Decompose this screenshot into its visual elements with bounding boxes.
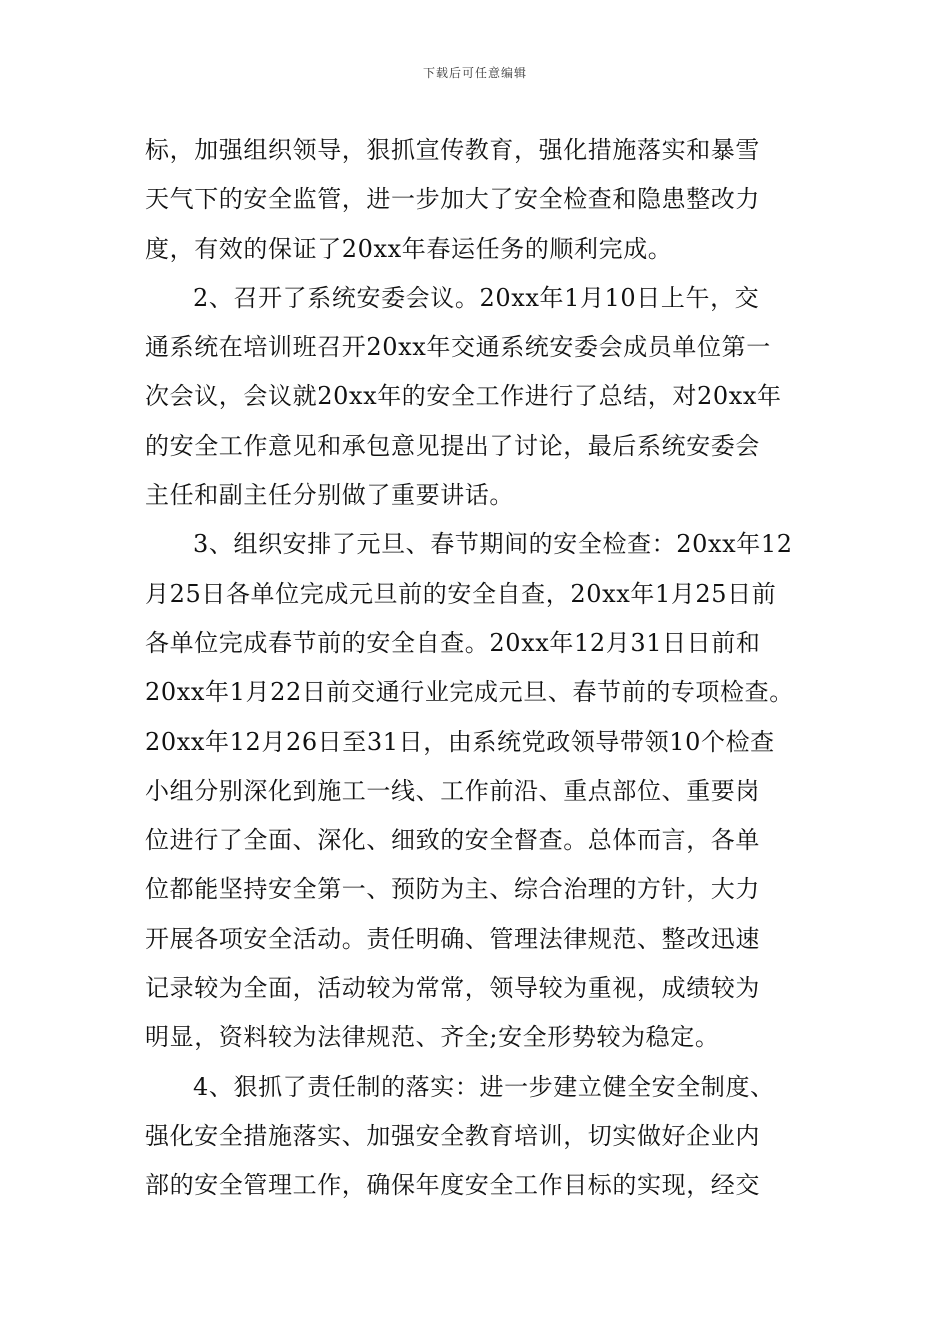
text-line: 明显，资料较为法律规范、齐全;安全形势较为稳定。 — [145, 1023, 720, 1052]
text-line: 天气下的安全监管，进一步加大了安全检查和隐患整改力 — [145, 185, 760, 214]
text-line: 各单位完成春节前的安全自查。20xx年12月31日日前和 — [145, 628, 761, 657]
page-header: 下载后可任意编辑 — [422, 66, 527, 80]
text-line: 2、召开了系统安委会议。20xx年1月10日上午，交 — [193, 283, 760, 312]
text-line: 标，加强组织领导，狠抓宣传教育，强化措施落实和暴雪 — [145, 136, 760, 164]
text-line: 次会议，会议就20xx年的安全工作进行了总结，对20xx年 — [145, 382, 782, 411]
text-line: 位进行了全面、深化、细致的安全督查。总体而言，各单 — [145, 826, 760, 855]
text-line: 3、组织安排了元旦、春节期间的安全检查：20xx年12 — [193, 530, 793, 559]
document-body — [145, 126, 810, 1211]
text-line: 度，有效的保证了20xx年春运任务的顺利完成。 — [145, 234, 673, 263]
text-line: 20xx年12月26日至31日，由系统党政领导带领10个检查 — [145, 727, 775, 756]
text-line: 20xx年1月22日前交通行业完成元旦、春节前的专项检查。 — [145, 678, 794, 707]
text-line: 主任和副主任分别做了重要讲话。 — [145, 481, 514, 510]
text-line: 小组分别深化到施工一线、工作前沿、重点部位、重要岗 — [145, 776, 760, 805]
text-line: 强化安全措施落实、加强安全教育培训，切实做好企业内 — [145, 1121, 760, 1150]
text-line: 4、狠抓了责任制的落实：进一步建立健全安全制度、 — [193, 1072, 775, 1101]
text-line: 位都能坚持安全第一、预防为主、综合治理的方针，大力 — [145, 875, 760, 904]
text-line: 记录较为全面，活动较为常常，领导较为重视，成绩较为 — [145, 974, 760, 1003]
text-line: 通系统在培训班召开20xx年交通系统安委会成员单位第一 — [145, 333, 771, 362]
text-line: 部的安全管理工作，确保年度安全工作目标的实现，经交 — [145, 1171, 760, 1200]
text-line: 月25日各单位完成元旦前的安全自查，20xx年1月25日前 — [145, 579, 777, 608]
text-line: 开展各项安全活动。责任明确、管理法律规范、整改迅速 — [145, 924, 760, 953]
text-line: 的安全工作意见和承包意见提出了讨论，最后系统安委会 — [145, 431, 760, 460]
